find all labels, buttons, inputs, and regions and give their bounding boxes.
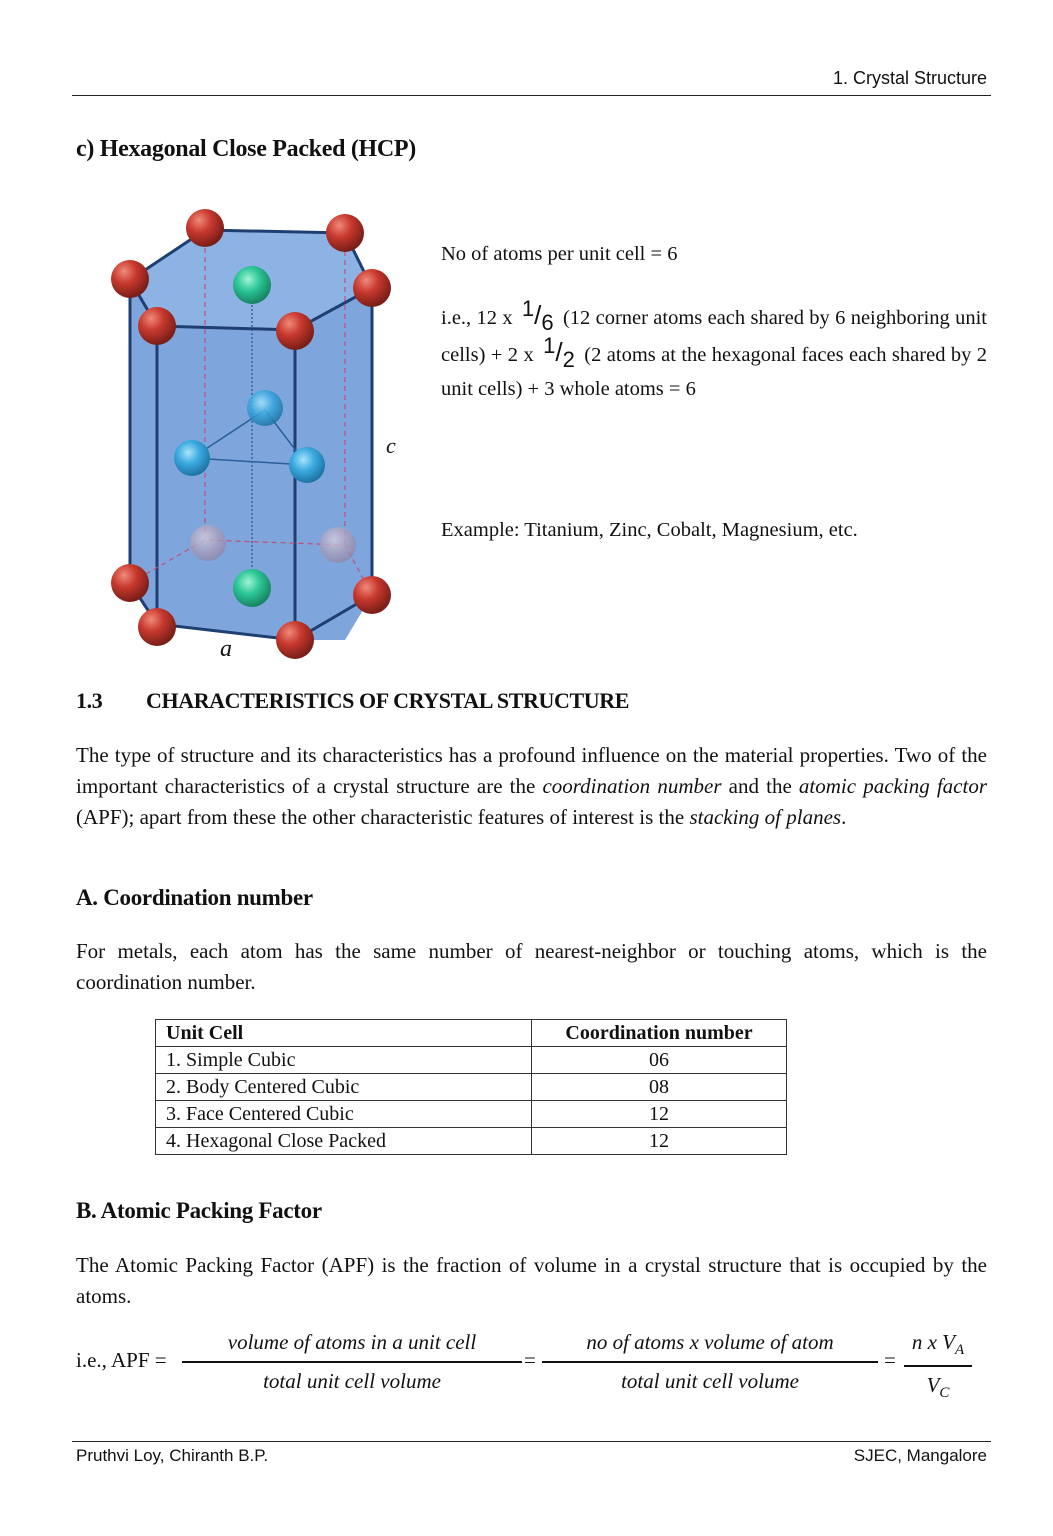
fraction-atoms-volume: no of atoms x volume of atom total unit cell volume bbox=[542, 1330, 878, 1394]
lattice-param-a: a bbox=[220, 636, 232, 662]
apf-heading: B. Atomic Packing Factor bbox=[76, 1198, 322, 1223]
hcp-heading: c) Hexagonal Close Packed (HCP) bbox=[76, 136, 416, 162]
atoms-per-cell: No of atoms per unit cell = 6 bbox=[441, 243, 678, 265]
coordination-paragraph: For metals, each atom has the same number of nearest-neighbor or touching atoms, which is the coordination number. bbox=[76, 939, 987, 994]
apf-paragraph: The Atomic Packing Factor (APF) is the fraction of volume in a crystal structure that is occupied by the atoms. bbox=[76, 1253, 987, 1308]
table-header-row bbox=[156, 1020, 787, 1047]
footer-authors: Pruthvi Loy, Chiranth B.P. bbox=[76, 1446, 269, 1465]
table-row: 1. Simple Cubic 06 bbox=[156, 1047, 787, 1074]
column-header-unit-cell: Unit Cell bbox=[156, 1020, 532, 1047]
section-heading-1-3 bbox=[76, 688, 629, 714]
term-atomic-packing-factor: atomic packing factor bbox=[798, 774, 988, 798]
table-row: 3. Face Centered Cubic 12 bbox=[156, 1101, 787, 1128]
section-number: 1.3 bbox=[76, 688, 103, 713]
explanation-suffix: (2 atoms at the hexagonal faces each shared by 2 unit cells) + 3 whole atoms = 6 bbox=[441, 344, 988, 400]
column-header-coordination-number: Coordination number bbox=[532, 1020, 787, 1047]
explanation-middle: (12 corner atoms each shared by 6 neighboring unit cells) + 2 x bbox=[441, 307, 987, 366]
coordination-table bbox=[155, 1019, 787, 1155]
fraction-one-half: 1/2 bbox=[543, 333, 575, 372]
explanation-prefix: i.e., 12 x bbox=[441, 307, 513, 329]
footer-rule bbox=[72, 1441, 991, 1442]
equals-sign: = bbox=[524, 1348, 536, 1372]
term-stacking-of-planes: stacking of planes bbox=[689, 805, 842, 829]
atoms-explanation bbox=[441, 298, 987, 406]
hcp-unit-cell-diagram bbox=[100, 200, 410, 675]
fraction-one-sixth: 1/6 bbox=[521, 296, 554, 335]
fraction-volume-ratio: volume of atoms in a unit cell total unit cell volume bbox=[182, 1330, 522, 1394]
header-rule bbox=[72, 95, 991, 96]
coordination-heading: A. Coordination number bbox=[76, 885, 313, 910]
characteristics-paragraph: The type of structure and its characteristics has a profound influence on the material properties. Two of the important characteristics of a crystal structure are the coordination number and the atomic packing factor (APF); apart from these the other characteristic features of interest is the stacking of planes. bbox=[76, 743, 988, 829]
fraction-n-va-over-vc: n x $V_A$ $V_C$ bbox=[904, 1330, 972, 1402]
hcp-example: Example: Titanium, Zinc, Cobalt, Magnesium, etc. bbox=[441, 519, 858, 541]
formula-lead: i.e., APF = bbox=[76, 1348, 167, 1372]
apf-formula bbox=[76, 1330, 987, 1400]
table-row: 2. Body Centered Cubic 08 bbox=[156, 1074, 787, 1101]
footer-institution: SJEC, Mangalore bbox=[853, 1446, 987, 1465]
running-header: 1. Crystal Structure bbox=[832, 68, 987, 88]
table-row: 4. Hexagonal Close Packed 12 bbox=[156, 1128, 787, 1155]
section-title: CHARACTERISTICS OF CRYSTAL STRUCTURE bbox=[146, 688, 629, 713]
equals-sign: = bbox=[884, 1348, 896, 1372]
lattice-param-c: c bbox=[386, 433, 396, 458]
term-coordination-number: coordination number bbox=[542, 774, 722, 798]
